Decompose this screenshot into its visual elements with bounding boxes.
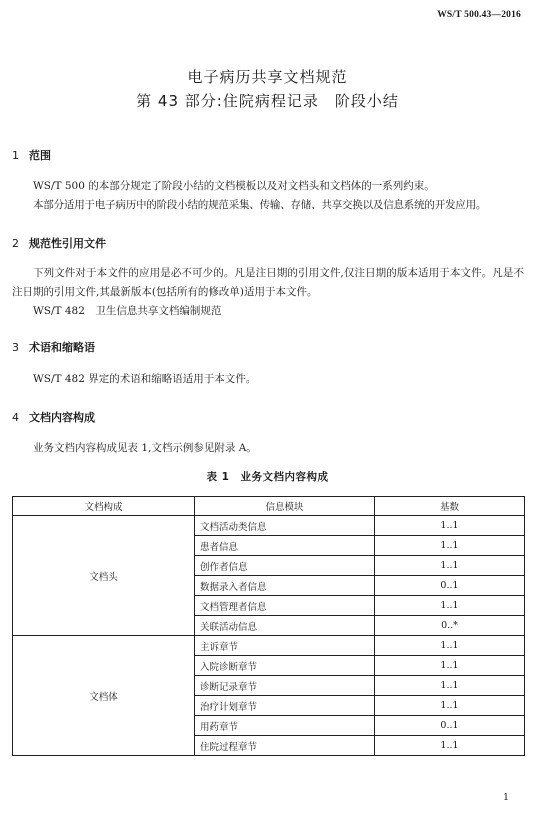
table-header-row: [13, 497, 525, 516]
paragraph: WS/T 482 界定的术语和缩略语适用于本文件。: [33, 373, 257, 385]
module-cell: 住院过程章节: [195, 736, 375, 756]
page-number: 1: [502, 792, 509, 803]
table-caption: 表 1 业务文档内容构成: [206, 471, 329, 483]
table-row: [13, 636, 525, 656]
count-cell: 0..1: [375, 716, 525, 736]
count-cell: 1..1: [375, 596, 525, 616]
section-number: 4: [12, 411, 19, 424]
module-cell: 患者信息: [195, 536, 375, 556]
module-cell: 治疗计划章节: [195, 696, 375, 716]
section-title: 术语和缩略语: [29, 341, 95, 354]
section-heading-normative-references: [12, 235, 106, 251]
paragraph: 下列文件对于本文件的应用是必不可少的。凡是注日期的引用文件,仅注日期的版本适用于本文件。凡是不注日期的引用文件,其最新版本(包括所有的修改单)适用于本文件。: [12, 267, 524, 298]
module-cell: 创作者信息: [195, 556, 375, 576]
header-cell: 文档构成: [13, 497, 195, 516]
module-cell: 文档活动类信息: [195, 516, 375, 536]
paragraph: 业务文档内容构成见表 1,文档示例参见附录 A。: [33, 442, 257, 454]
section-number: 2: [12, 237, 19, 250]
standard-code: WS/T 500.43—2016: [437, 10, 521, 20]
module-cell: 入院诊断章节: [195, 656, 375, 676]
header-cell: 信息模块: [195, 497, 375, 516]
module-cell: 关联活动信息: [195, 616, 375, 636]
module-cell: 文档管理者信息: [195, 596, 375, 616]
section-heading-scope: [12, 147, 51, 163]
module-cell: 主诉章节: [195, 636, 375, 656]
count-cell: 1..1: [375, 676, 525, 696]
count-cell: 0..1: [375, 576, 525, 596]
module-cell: 诊断记录章节: [195, 676, 375, 696]
paragraph: WS/T 500 的本部分规定了阶段小结的文档模板以及对文档头和文档体的一系列约束。: [33, 180, 435, 192]
section-heading-terms: [12, 339, 95, 355]
paragraph: 本部分适用于电子病历中的阶段小结的规范采集、传输、存储、共享交换以及信息系统的开发应用。: [33, 199, 487, 211]
count-cell: 0..*: [375, 616, 525, 636]
reference-item: WS/T 482 卫生信息共享文档编制规范: [33, 305, 222, 317]
count-cell: 1..1: [375, 736, 525, 756]
module-cell: 数据录入者信息: [195, 576, 375, 596]
count-cell: 1..1: [375, 536, 525, 556]
count-cell: 1..1: [375, 516, 525, 536]
document-subtitle: 第 43 部分:住院病程记录 阶段小结: [136, 92, 399, 110]
group-cell: 文档体: [13, 636, 195, 756]
group-cell: 文档头: [13, 516, 195, 636]
module-cell: 用药章节: [195, 716, 375, 736]
section-title: 规范性引用文件: [29, 237, 106, 250]
header-cell: 基数: [375, 497, 525, 516]
count-cell: 1..1: [375, 636, 525, 656]
table-row: [13, 516, 525, 536]
section-heading-content: [12, 409, 95, 425]
section-number: 1: [12, 149, 19, 162]
section-title: 范围: [29, 149, 51, 162]
section-title: 文档内容构成: [29, 411, 95, 424]
count-cell: 1..1: [375, 656, 525, 676]
content-table: [12, 496, 525, 756]
count-cell: 1..1: [375, 556, 525, 576]
section-number: 3: [12, 341, 19, 354]
document-title: 电子病历共享文档规范: [187, 68, 348, 86]
count-cell: 1..1: [375, 696, 525, 716]
